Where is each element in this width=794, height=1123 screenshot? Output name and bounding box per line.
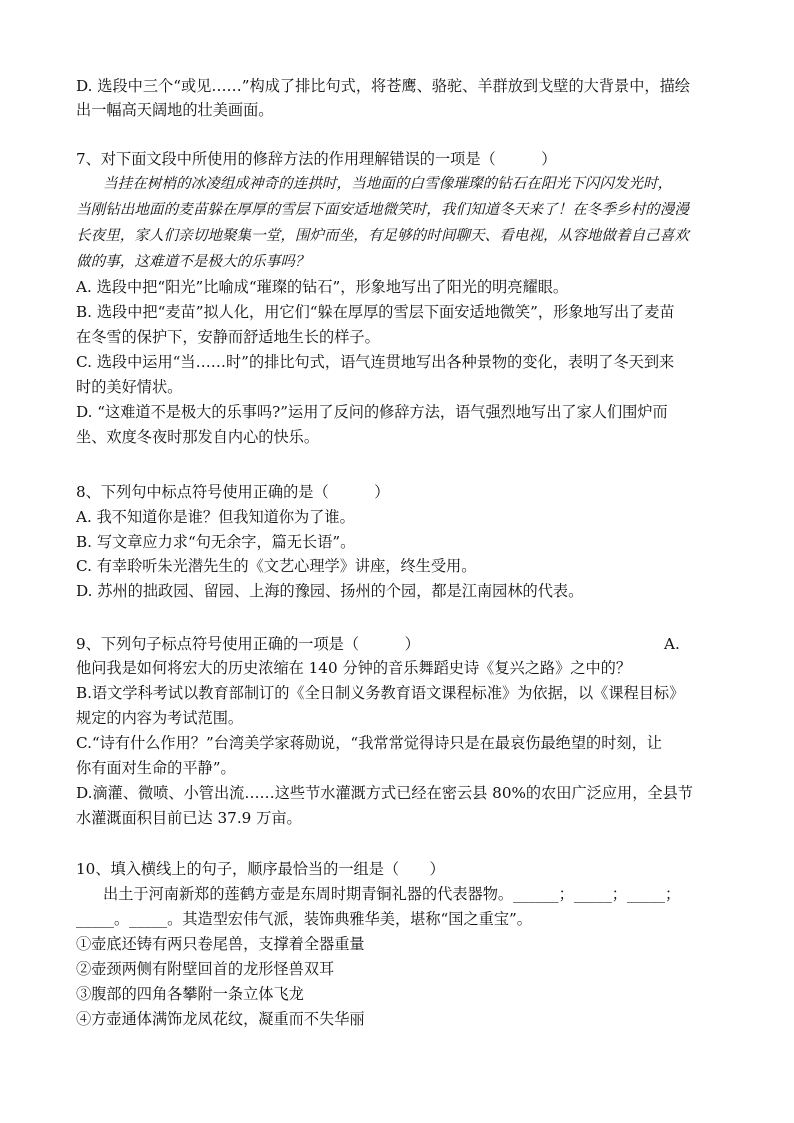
q6-option-d-line1: D. 选段中三个“或见……”构成了排比句式，将苍鹰、骆驼、羊群放到戈壁的大背景中，描绘 (76, 77, 690, 95)
q7-option-c-line2: 时的美好情状。 (76, 378, 183, 396)
q10-passage-line1: 出土于河南新郑的莲鹤方壶是东周时期青铜礼器的代表器物。______；_____；_____； (103, 885, 681, 903)
q7-option-b-line2: 在冬雪的保护下，安静而舒适地生长的样子。 (76, 328, 380, 346)
q7-passage-line3: 长夜里，家人们亲切地聚集一堂，围炉而坐，有足够的时间聊天、看电视，从容地做着自己喜欢 (76, 227, 689, 244)
q9-option-b-line2: 规定的内容为考试范围。 (76, 709, 244, 727)
q9-stem: 9、下列句子标点符号使用正确的一项是（ ） (76, 635, 420, 653)
q10-stem: 10、填入横线上的句子，顺序最恰当的一组是（ ） (76, 860, 445, 878)
q9-option-a-label: A. (664, 635, 680, 653)
q7-passage-line4: 做的事，这难道不是极大的乐事吗？ (76, 253, 310, 270)
q9-option-b-line1: B.语文学科考试以教育部制订的《全日制义务教育语文课程标准》为依据，以《课程目标》 (76, 684, 685, 702)
q8-option-d: D. 苏州的拙政园、留园、上海的豫园、扬州的个园，都是江南园林的代表。 (76, 582, 584, 600)
q8-option-a: A. 我不知道你是谁？但我知道你为了谁。 (76, 508, 355, 526)
q7-option-b-line1: B. 选段中把“麦苗”拟人化，用它们“躲在厚厚的雪层下面安适地微笑”，形象地写出了麦苗 (76, 303, 675, 321)
q10-option-3: ③腹部的四角各攀附一条立体飞龙 (76, 985, 304, 1003)
q7-option-d-line1: D. “这难道不是极大的乐事吗?”运用了反问的修辞方法，语气强烈地写出了家人们围炉而 (76, 403, 668, 421)
q7-stem: 7、对下面文段中所使用的修辞方法的作用理解错误的一项是（ ） (76, 150, 557, 168)
q9-option-d-line1: D.滴灌、微喷、小管出流……这些节水灌溉方式已经在密云县 80%的农田广泛应用，全县节 (76, 784, 693, 802)
q7-option-c-line1: C. 选段中运用“当……时”的排比句式，语气连贯地写出各种景物的变化，表明了冬天到来 (76, 353, 675, 371)
q9-option-d-line2: 水灌溉面积目前已达 37.9 万亩。 (76, 809, 302, 827)
q8-option-b: B. 写文章应力求“句无余字，篇无长语”。 (76, 533, 356, 551)
q9-option-c-line1: C.“诗有什么作用？”台湾美学家蒋勋说，“我常常觉得诗只是在最哀伤最绝望的时刻，让 (76, 734, 662, 752)
q10-option-2: ②壶颈两侧有附壁回首的龙形怪兽双耳 (76, 960, 335, 978)
q9-option-c-line2: 你有面对生命的平静”。 (76, 759, 236, 777)
q6-option-d-line2: 出一幅高天阔地的壮美画面。 (76, 101, 274, 119)
q10-option-4: ④方壶通体满饰龙凤花纹，凝重而不失华丽 (76, 1010, 365, 1028)
q9-option-a: 他问我是如何将宏大的历史浓缩在 140 分钟的音乐舞蹈史诗《复兴之路》之中的？ (76, 659, 632, 677)
q10-passage-line2: _____。_____。其造型宏伟气派，装饰典雅华美，堪称“国之重宝”。 (76, 910, 532, 928)
q10-option-1: ①壶底还铸有两只卷尾兽，支撑着全器重量 (76, 935, 365, 953)
q7-passage-line2: 当刚钻出地面的麦苗躲在厚厚的雪层下面安适地微笑时，我们知道冬天来了！在冬季乡村的漫漫 (76, 201, 689, 218)
q8-stem: 8、下列句中标点符号使用正确的是（ ） (76, 483, 390, 501)
q7-option-a: A. 选段中把“阳光”比喻成“璀璨的钻石”，形象地写出了阳光的明亮耀眼。 (76, 278, 569, 296)
q8-option-c: C. 有幸聆听朱光潜先生的《文艺心理学》讲座，终生受用。 (76, 557, 477, 575)
q7-passage-line1: 当挂在树梢的冰凌组成神奇的连拱时，当地面的白雪像璀璨的钻石在阳光下闪闪发光时， (103, 175, 673, 192)
q7-option-d-line2: 坐、欢度冬夜时那发自内心的快乐。 (76, 428, 319, 446)
